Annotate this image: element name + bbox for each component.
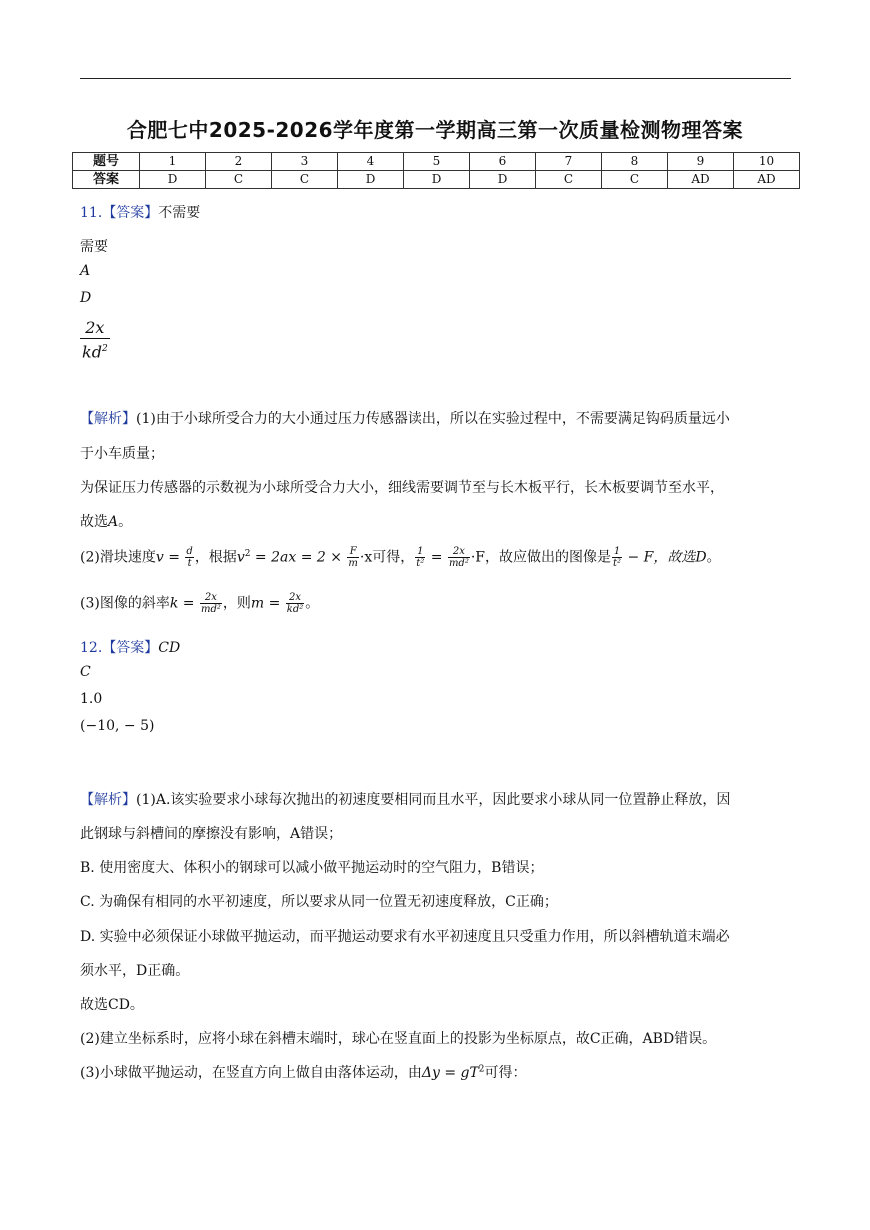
table-cell: D (470, 171, 536, 189)
q12-analysis-p3: (3)小球做平抛运动，在竖直方向上做自由落体运动，由$\Delta y = gT^2$可得： (80, 1064, 527, 1081)
q12-analysis-d-line2: 须水平，D正确。 (80, 963, 190, 979)
table-cell: 4 (338, 153, 404, 171)
q11-analysis-p2-line1: 为保证压力传感器的示数视为小球所受合力大小，细线需要调节至与长木板平行，长木板要调节至水平， (80, 480, 724, 496)
fraction-numerator: 2x (80, 318, 110, 339)
q12-analysis-c: C. 为确保有相同的水平初速度，所以要求从同一位置无初速度释放，C正确； (80, 894, 558, 910)
q11-answer-line (80, 202, 200, 222)
q11-answer-2: 需要 (80, 239, 108, 255)
table-cell: 2 (206, 153, 272, 171)
header-rule (80, 78, 791, 79)
table-cell: D (140, 171, 206, 189)
q11-answer-1: 不需要 (158, 205, 201, 221)
q12-conclusion: 故选CD。 (80, 997, 144, 1013)
q12-answer-4: (−10, − 5) (80, 718, 155, 734)
table-cell: 10 (734, 153, 800, 171)
q12-analysis-d-line1: D. 实验中必须保证小球做平抛运动，而平抛运动要求有水平初速度且只受重力作用，所以斜槽轨道末端必 (80, 929, 730, 945)
table-row-numbers (73, 153, 800, 171)
q12-answer-1: CD (158, 640, 181, 656)
table-cell: 9 (668, 153, 734, 171)
q12-label: 12.【答案】 (80, 640, 159, 656)
q12-analysis-p2: (2)建立坐标系时，应将小球在斜槽末端时，球心在竖直面上的投影为坐标原点，故C正确，ABD错误。 (80, 1031, 717, 1047)
q11-analysis-p1-line1: 【解析】(1)由于小球所受合力的大小通过压力传感器读出，所以在实验过程中，不需要满足钩码质量远小 (80, 411, 730, 427)
table-cell: AD (734, 171, 800, 189)
q12-analysis-b: B. 使用密度大、体积小的钢球可以减小做平抛运动时的空气阻力，B错误； (80, 860, 544, 876)
q11-answer-4: D (80, 290, 92, 306)
q11-analysis-p3: (2)滑块速度v = $\frac{d}{t}$ ，根据$v^2 = 2ax = 2$ × $\frac{F}{m}$ ·x可得， $\frac{1}{\text{t²}}$ = $\frac{2x}{\text{md²}}$ ·F，故应做出的图像是 $\frac{1}{\text{t²}}$ − F，故选D。 (80, 546, 721, 569)
q12-analysis-a-line2: 此钢球与斜槽间的摩擦没有影响，A错误； (80, 826, 343, 842)
q12-analysis-a-line1: 【解析】(1)A.该实验要求小球每次抛出的初速度要相同而且水平，因此要求小球从同一位置静止释放，因 (80, 792, 731, 808)
q11-analysis-p1-line2: 于小车质量； (80, 446, 164, 462)
fraction-denominator: $kd^2$ (82, 342, 108, 362)
q11-answer-fraction (80, 318, 110, 362)
table-cell: C (206, 171, 272, 189)
table-cell: 6 (470, 153, 536, 171)
table-cell: 1 (140, 153, 206, 171)
table-cell: 7 (536, 153, 602, 171)
q11-label: 11.【答案】 (80, 205, 159, 221)
q12-answer-line (80, 637, 180, 657)
q12-answer-3: 1.0 (80, 691, 103, 707)
table-cell: C (536, 171, 602, 189)
table-cell: D (404, 171, 470, 189)
q11-analysis-p4: (3)图像的斜率k = $\frac{2x}{\text{md²}}$ ，则m = $\frac{2x}{\text{kd²}}$ 。 (80, 592, 320, 615)
table-row-answers (73, 171, 800, 189)
q12-answer-2: C (80, 664, 91, 680)
row-header: 题号 (73, 153, 140, 171)
table-cell: D (338, 171, 404, 189)
table-cell: 8 (602, 153, 668, 171)
table-cell: 5 (404, 153, 470, 171)
analysis-label: 【解析】 (80, 792, 136, 808)
q11-answer-3: A (80, 263, 91, 279)
row-header: 答案 (73, 171, 140, 189)
table-cell: AD (668, 171, 734, 189)
table-cell: C (602, 171, 668, 189)
q11-analysis-p2-line2: 故选A。 (80, 514, 133, 530)
table-cell: 3 (272, 153, 338, 171)
table-cell: C (272, 171, 338, 189)
answer-table (72, 152, 800, 189)
page-title: 合肥七中2025-2026学年度第一学期高三第一次质量检测物理答案 (126, 118, 744, 142)
analysis-label: 【解析】 (80, 411, 136, 427)
